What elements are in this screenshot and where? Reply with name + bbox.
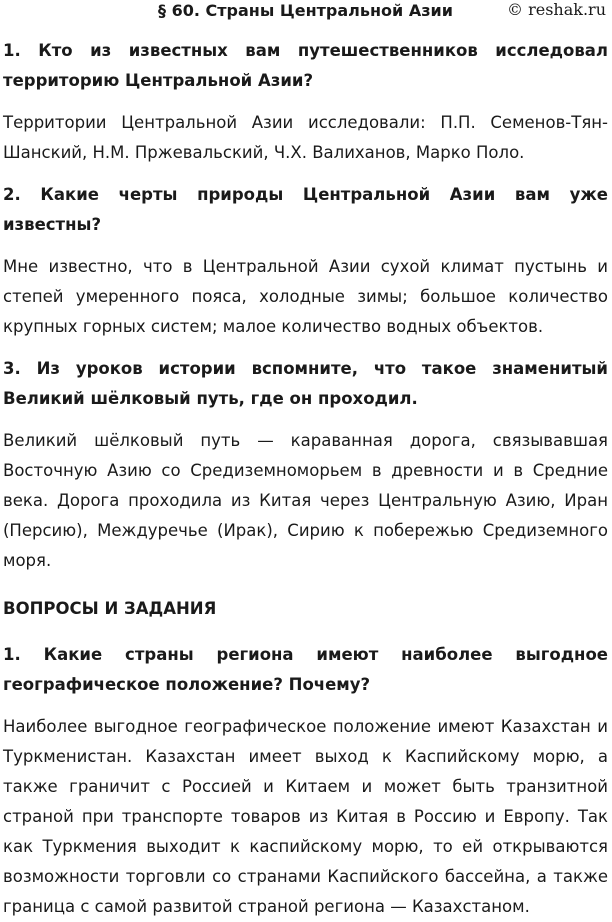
page-title: § 60. Страны Центральной Азии: [158, 1, 453, 20]
task-1-question: 1. Какие страны региона имеют наиболее выгодное географическое положение? Почему?: [3, 645, 608, 694]
answer-1: Территории Центральной Азии исследовали: П.П. Семенов-Тян-Шанский, Н.М. Пржевальский, Ч.Х. Валиханов, Марко Поло.: [3, 113, 608, 162]
answer-2: Мне известно, что в Центральной Азии сухой климат пустынь и степей умеренного пояса, холодные зимы; большое количество крупных горных систем; малое количество водных объектов.: [3, 257, 608, 336]
section-heading: ВОПРОСЫ И ЗАДАНИЯ: [3, 599, 217, 618]
site-watermark-label[interactable]: © reshak.ru: [507, 0, 606, 19]
question-2: 2. Какие черты природы Центральной Азии вам уже известны?: [3, 185, 608, 234]
answer-3: Великий шёлковый путь — караванная дорога, связывавшая Восточную Азию со Средиземноморьем в древности и в Средние века. Дорога проходила из Китая через Центральную Азию, Иран (Персию), Междуречье (Ирак), Сирию к побережью Средиземного моря.: [3, 431, 608, 570]
task-1-answer: Наиболее выгодное географическое положение имеют Казахстан и Туркменистан. Казахстан имеет выход к Каспийскому морю, а также граничит с Россией и Китаем и может быть транзитной страной при транспорте товаров из Китая в Россию и Европу. Так как Туркмения выходит к каспийскому морю, то ей открываются возможности торговли со странами Каспийского бассейна, а также граница с самой развитой страной региона — Казахстаном.: [3, 717, 608, 916]
page-header: [3, 0, 608, 26]
question-3: 3. Из уроков истории вспомните, что такое знаменитый Великий шёлковый путь, где он проходил.: [3, 359, 608, 408]
question-1: 1. Кто из известных вам путешественников исследовал территорию Центральной Азии?: [3, 41, 608, 90]
